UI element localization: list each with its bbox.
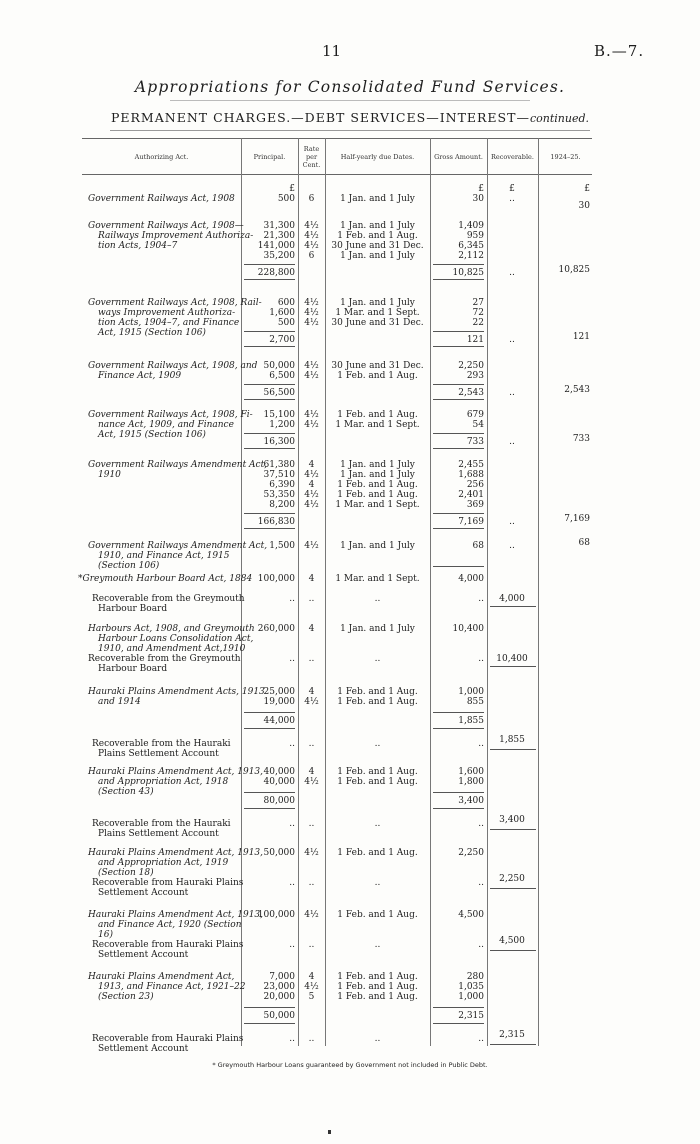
rate-value: 4½	[304, 241, 319, 251]
principal-value: 500	[277, 194, 295, 204]
authorizing-act-line: Railways Improvement Authoriza-	[98, 231, 254, 241]
recoverable-line: Recoverable from Hauraki Plains	[92, 940, 244, 950]
gross-amount-value: 4,000	[458, 574, 484, 584]
authorizing-act-line: Government Railways Act, 1908, Fi-	[88, 410, 253, 420]
rate-value: 4½	[304, 910, 319, 920]
gross-amount-value: 4,500	[458, 910, 484, 920]
total-bottom-rule	[433, 279, 484, 280]
gross-amount-value: 293	[466, 371, 484, 381]
principal-value: 500	[277, 318, 295, 328]
recoverable-value: 10,400	[496, 654, 528, 664]
principal-value: 50,000	[263, 848, 295, 858]
principal-total: 166,830	[257, 517, 295, 527]
rate-value: 4	[308, 574, 315, 584]
ditto-dots: ..	[289, 594, 295, 604]
subtitle-rule	[110, 130, 590, 131]
principal-value: 37,510	[263, 470, 295, 480]
gross-amount-value: 2,112	[458, 251, 484, 261]
currency-symbol: £	[478, 184, 484, 194]
ditto-dots: ..	[478, 1034, 484, 1044]
authorizing-act-line: Hauraki Plains Amendment Act,	[88, 972, 235, 982]
total-rule	[433, 384, 484, 385]
total-rule	[433, 566, 484, 567]
rate-value: 4½	[304, 371, 319, 381]
year-total: 68	[578, 538, 590, 548]
header-authorizing-act: Authorizing Act.	[134, 153, 189, 161]
rate-value: 6	[308, 194, 315, 204]
recoverable-value: ..	[509, 541, 515, 551]
principal-value: 35,200	[263, 251, 295, 261]
total-rule	[490, 606, 536, 607]
authorizing-act-line: 1910, and Finance Act, 1915	[98, 551, 230, 561]
rate-value: 4½	[304, 697, 319, 707]
recoverable-line: Settlement Account	[98, 1044, 189, 1054]
recoverable-value: ..	[509, 517, 515, 527]
gross-total: 1,855	[458, 716, 484, 726]
gross-amount-value: 679	[466, 410, 484, 420]
due-dates-value: 1 Mar. and 1 Sept.	[335, 308, 420, 318]
principal-value: 1,500	[269, 541, 295, 551]
principal-value: 141,000	[257, 241, 295, 251]
rate-value: 4½	[304, 231, 319, 241]
principal-value: 23,000	[263, 982, 295, 992]
document-reference: B.—7.	[594, 42, 645, 60]
due-dates-value: 1 Mar. and 1 Sept.	[335, 574, 420, 584]
total-rule	[490, 749, 536, 750]
ditto-dots: ..	[478, 819, 484, 829]
year-total: 121	[572, 332, 590, 342]
total-rule	[433, 331, 484, 332]
year-total: 2,543	[564, 385, 590, 395]
title-rule	[170, 100, 530, 101]
principal-value: 7,000	[269, 972, 295, 982]
authorizing-act-line: tion Acts, 1904–7	[98, 241, 178, 251]
due-dates-value: 1 Feb. and 1 Aug.	[337, 410, 418, 420]
ditto-dots: ..	[374, 819, 381, 829]
principal-total: 50,000	[263, 1011, 295, 1021]
authorizing-act-line: Hauraki Plains Amendment Act, 1913,	[88, 848, 264, 858]
total-bottom-rule	[433, 346, 484, 347]
gross-amount-value: 54	[472, 420, 484, 430]
gross-amount-value: 6,345	[458, 241, 484, 251]
recoverable-line: Settlement Account	[98, 950, 189, 960]
ditto-dots: ..	[289, 739, 295, 749]
due-dates-value: 1 Feb. and 1 Aug.	[337, 972, 418, 982]
authorizing-act-line: (Section 23)	[98, 992, 154, 1002]
header-principal: Principal.	[253, 153, 286, 161]
rate-value: 4	[308, 767, 315, 777]
footnote: * Greymouth Harbour Loans guaranteed by Government not included in Public Debt.	[212, 1061, 488, 1069]
authorizing-act-line: Government Railways Amendment Act,	[88, 541, 268, 551]
year-total: 10,825	[558, 265, 590, 275]
gross-amount-value: 959	[466, 231, 484, 241]
authorizing-act-line: (Section 106)	[98, 561, 160, 571]
authorizing-act-line: Hauraki Plains Amendment Act, 1913,	[88, 910, 264, 920]
ditto-dots: ..	[289, 819, 295, 829]
authorizing-act-line: and 1914	[98, 697, 141, 707]
gross-amount-value: 1,035	[458, 982, 484, 992]
recoverable-value: 3,400	[499, 815, 525, 825]
rate-value: 4½	[304, 318, 319, 328]
rate-value: 4½	[304, 470, 319, 480]
page-mark	[328, 1130, 331, 1134]
recoverable-value: 2,315	[499, 1030, 525, 1040]
due-dates-value: 1 Feb. and 1 Aug.	[337, 848, 418, 858]
gross-amount-value: 2,455	[458, 460, 484, 470]
gross-amount-value: 256	[466, 480, 484, 490]
year-total: 733	[572, 434, 590, 444]
ditto-dots: ..	[374, 739, 381, 749]
total-rule	[490, 1044, 536, 1045]
recoverable-line: Recoverable from the Hauraki	[92, 739, 231, 749]
gross-total: 7,169	[458, 517, 484, 527]
ditto-dots: ..	[308, 594, 315, 604]
ditto-dots: ..	[289, 940, 295, 950]
total-rule	[244, 1007, 295, 1008]
rate-value: 4½	[304, 410, 319, 420]
gross-total: 2,315	[458, 1011, 484, 1021]
rate-value: 4½	[304, 361, 319, 371]
authorizing-act-line: Government Railways Act, 1908, Rail-	[88, 298, 262, 308]
principal-value: 260,000	[257, 624, 295, 634]
total-bottom-rule	[433, 1023, 484, 1024]
due-dates-value: 1 Jan. and 1 July	[340, 541, 415, 551]
recoverable-value: 4,000	[499, 594, 525, 604]
table-top-border	[82, 138, 592, 139]
gross-amount-value: 68	[472, 541, 484, 551]
principal-value: 15,100	[263, 410, 295, 420]
authorizing-act-line: tion Acts, 1904–7, and Finance	[98, 318, 240, 328]
ditto-dots: ..	[308, 739, 315, 749]
principal-total: 228,800	[257, 268, 295, 278]
authorizing-act-line: and Appropriation Act, 1918	[98, 777, 229, 787]
rate-value: 4½	[304, 490, 319, 500]
ditto-dots: ..	[289, 878, 295, 888]
authorizing-act-line: Act, 1915 (Section 106)	[98, 328, 206, 338]
gross-total: 2,543	[458, 388, 484, 398]
total-bottom-rule	[244, 399, 295, 400]
due-dates-value: 1 Feb. and 1 Aug.	[337, 480, 418, 490]
year-total: 30	[578, 201, 590, 211]
authorizing-act-line: and Appropriation Act, 1919	[98, 858, 229, 868]
rate-value: 4½	[304, 221, 319, 231]
total-rule	[244, 513, 295, 514]
total-bottom-rule	[433, 808, 484, 809]
subtitle-main: PERMANENT CHARGES.—DEBT SERVICES—INTEREST—	[110, 110, 530, 125]
header-bottom-border	[82, 174, 592, 175]
authorizing-act-line: 1913, and Finance Act, 1921–22	[98, 982, 246, 992]
principal-total: 2,700	[269, 335, 295, 345]
due-dates-value: 1 Jan. and 1 July	[340, 624, 415, 634]
total-rule	[490, 666, 536, 667]
total-bottom-rule	[244, 279, 295, 280]
total-bottom-rule	[244, 448, 295, 449]
gross-total: 10,825	[452, 268, 484, 278]
due-dates-value: 1 Feb. and 1 Aug.	[337, 982, 418, 992]
gross-total: 3,400	[458, 796, 484, 806]
rate-value: 4	[308, 624, 315, 634]
recoverable-line: Recoverable from the Greymouth	[92, 594, 245, 604]
total-rule	[433, 712, 484, 713]
recoverable-line: Plains Settlement Account	[98, 829, 219, 839]
total-bottom-rule	[244, 1023, 295, 1024]
authorizing-act-line: and Finance Act, 1920 (Section	[98, 920, 242, 930]
rate-value: 4½	[304, 541, 319, 551]
authorizing-act-line: 16)	[98, 930, 113, 940]
gross-amount-value: 1,409	[458, 221, 484, 231]
principal-value: 53,350	[263, 490, 295, 500]
rate-value: 4	[308, 460, 315, 470]
total-bottom-rule	[244, 808, 295, 809]
authorizing-act-line: Government Railways Amendment Act,	[88, 460, 268, 470]
gross-amount-value: 22	[472, 318, 484, 328]
gross-amount-value: 2,250	[458, 361, 484, 371]
ditto-dots: ..	[308, 654, 315, 664]
year-total: 7,169	[564, 514, 590, 524]
ditto-dots: ..	[478, 654, 484, 664]
due-dates-value: 1 Feb. and 1 Aug.	[337, 697, 418, 707]
ditto-dots: ..	[478, 878, 484, 888]
due-dates-value: 1 Jan. and 1 July	[340, 221, 415, 231]
header-year: 1924–25.	[550, 153, 581, 161]
authorizing-act-line: Hauraki Plains Amendment Act, 1913,	[88, 767, 264, 777]
due-dates-value: 1 Feb. and 1 Aug.	[337, 910, 418, 920]
due-dates-value: 1 Jan. and 1 July	[340, 470, 415, 480]
principal-value: 40,000	[263, 777, 295, 787]
total-rule	[433, 1007, 484, 1008]
subtitle-continued: continued.	[529, 112, 589, 125]
rate-value: 4	[308, 972, 315, 982]
due-dates-value: 1 Feb. and 1 Aug.	[337, 992, 418, 1002]
total-rule	[490, 888, 536, 889]
rate-value: 6	[308, 251, 315, 261]
authorizing-act-line: (Section 43)	[98, 787, 154, 797]
principal-value: 31,300	[263, 221, 295, 231]
authorizing-act-line: Harbours Act, 1908, and Greymouth	[88, 624, 255, 634]
total-rule	[433, 433, 484, 434]
total-rule	[244, 712, 295, 713]
recoverable-line: Settlement Account	[98, 888, 189, 898]
rate-value: 5	[308, 992, 315, 1002]
total-bottom-rule	[433, 448, 484, 449]
currency-symbol: £	[584, 184, 590, 194]
total-rule	[490, 829, 536, 830]
ditto-dots: ..	[289, 654, 295, 664]
total-rule	[244, 331, 295, 332]
authorizing-act-line: 1910, and Amendment Act,1910	[98, 644, 246, 654]
section-subtitle	[0, 110, 700, 125]
principal-value: 6,500	[269, 371, 295, 381]
recoverable-value: ..	[509, 194, 515, 204]
authorizing-act-line: Hauraki Plains Amendment Acts, 1913	[88, 687, 265, 697]
header-recoverable: Recoverable.	[491, 153, 534, 161]
total-bottom-rule	[244, 528, 295, 529]
gross-amount-value: 280	[466, 972, 484, 982]
principal-value: 100,000	[257, 574, 295, 584]
due-dates-value: 1 Feb. and 1 Aug.	[337, 687, 418, 697]
gross-amount-value: 27	[472, 298, 484, 308]
ditto-dots: ..	[374, 940, 381, 950]
due-dates-value: 1 Mar. and 1 Sept.	[335, 420, 420, 430]
due-dates-value: 30 June and 31 Dec.	[331, 241, 424, 251]
gross-amount-value: 10,400	[452, 624, 484, 634]
gross-amount-value: 1,800	[458, 777, 484, 787]
currency-symbol: £	[289, 184, 295, 194]
recoverable-value: ..	[509, 388, 515, 398]
authorizing-act-line: Government Railways Act, 1908	[88, 194, 235, 204]
recoverable-value: 4,500	[499, 936, 525, 946]
total-rule	[244, 792, 295, 793]
due-dates-value: 1 Jan. and 1 July	[340, 251, 415, 261]
authorizing-act-line: *Greymouth Harbour Board Act, 1884	[78, 574, 253, 584]
principal-total: 44,000	[263, 716, 295, 726]
ditto-dots: ..	[478, 940, 484, 950]
principal-value: 1,600	[269, 308, 295, 318]
principal-value: 21,300	[263, 231, 295, 241]
principal-value: 20,000	[263, 992, 295, 1002]
principal-total: 80,000	[263, 796, 295, 806]
total-rule	[490, 950, 536, 951]
ditto-dots: ..	[478, 594, 484, 604]
due-dates-value: 1 Feb. and 1 Aug.	[337, 371, 418, 381]
authorizing-act-line: Act, 1915 (Section 106)	[98, 430, 206, 440]
recoverable-value: ..	[509, 437, 515, 447]
header-rate: Rate per Cent.	[302, 145, 321, 169]
ditto-dots: ..	[374, 1034, 381, 1044]
gross-total: 733	[466, 437, 484, 447]
principal-total: 16,300	[263, 437, 295, 447]
authorizing-act-line: Harbour Loans Consolidation Act,	[98, 634, 254, 644]
page-number: 11	[322, 42, 342, 60]
header-gross-amount: Gross Amount.	[434, 153, 483, 161]
gross-total: 121	[466, 335, 484, 345]
due-dates-value: 1 Feb. and 1 Aug.	[337, 767, 418, 777]
authorizing-act-line: Finance Act, 1909	[98, 371, 182, 381]
ditto-dots: ..	[374, 878, 381, 888]
due-dates-value: 1 Jan. and 1 July	[340, 298, 415, 308]
principal-value: 61,380	[263, 460, 295, 470]
gross-amount-value: 1,000	[458, 992, 484, 1002]
ditto-dots: ..	[374, 594, 381, 604]
due-dates-value: 1 Jan. and 1 July	[340, 460, 415, 470]
authorizing-act-line: Government Railways Act, 1908, and	[88, 361, 258, 371]
principal-value: 1,200	[269, 420, 295, 430]
currency-symbol: £	[509, 184, 515, 194]
gross-amount-value: 2,250	[458, 848, 484, 858]
due-dates-value: 1 Feb. and 1 Aug.	[337, 490, 418, 500]
total-bottom-rule	[244, 346, 295, 347]
principal-value: 100,000	[257, 910, 295, 920]
ditto-dots: ..	[308, 1034, 315, 1044]
total-bottom-rule	[433, 728, 484, 729]
rate-value: 4½	[304, 982, 319, 992]
gross-amount-value: 72	[472, 308, 484, 318]
authorizing-act-line: Government Railways Act, 1908—	[88, 221, 244, 231]
total-rule	[433, 792, 484, 793]
header-due-dates: Half-yearly due Dates.	[340, 153, 415, 161]
gross-amount-value: 1,688	[458, 470, 484, 480]
gross-amount-value: 1,000	[458, 687, 484, 697]
due-dates-value: 30 June and 31 Dec.	[331, 318, 424, 328]
recoverable-line: Recoverable from the Greymouth	[88, 654, 241, 664]
ditto-dots: ..	[308, 878, 315, 888]
ditto-dots: ..	[478, 739, 484, 749]
authorizing-act-line: (Section 18)	[98, 868, 154, 878]
principal-value: 600	[277, 298, 295, 308]
recoverable-value: 2,250	[499, 874, 525, 884]
due-dates-value: 1 Mar. and 1 Sept.	[335, 500, 420, 510]
due-dates-value: 1 Feb. and 1 Aug.	[337, 777, 418, 787]
recoverable-line: Harbour Board	[98, 664, 168, 674]
total-rule	[433, 513, 484, 514]
due-dates-value: 1 Jan. and 1 July	[340, 194, 415, 204]
total-rule	[244, 433, 295, 434]
gross-amount-value: 1,600	[458, 767, 484, 777]
authorizing-act-line: ways Improvement Authoriza-	[98, 308, 236, 318]
total-bottom-rule	[433, 528, 484, 529]
gross-amount-value: 855	[466, 697, 484, 707]
gross-amount-value: 30	[472, 194, 484, 204]
principal-value: 8,200	[269, 500, 295, 510]
recoverable-value: ..	[509, 335, 515, 345]
recoverable-value: ..	[509, 268, 515, 278]
rate-value: 4½	[304, 420, 319, 430]
rate-value: 4½	[304, 308, 319, 318]
recoverable-line: Recoverable from the Hauraki	[92, 819, 231, 829]
principal-value: 25,000	[263, 687, 295, 697]
rate-value: 4½	[304, 777, 319, 787]
rate-value: 4½	[304, 500, 319, 510]
recoverable-line: Plains Settlement Account	[98, 749, 219, 759]
total-rule	[244, 264, 295, 265]
principal-value: 50,000	[263, 361, 295, 371]
total-rule	[433, 264, 484, 265]
ditto-dots: ..	[289, 1034, 295, 1044]
recoverable-line: Harbour Board	[98, 604, 168, 614]
rate-value: 4	[308, 480, 315, 490]
gross-amount-value: 2,401	[458, 490, 484, 500]
recoverable-line: Recoverable from Hauraki Plains	[92, 1034, 244, 1044]
ditto-dots: ..	[308, 819, 315, 829]
authorizing-act-line: nance Act, 1909, and Finance	[98, 420, 234, 430]
ditto-dots: ..	[374, 654, 381, 664]
ditto-dots: ..	[308, 940, 315, 950]
principal-value: 40,000	[263, 767, 295, 777]
principal-total: 56,500	[263, 388, 295, 398]
recoverable-value: 1,855	[499, 735, 525, 745]
due-dates-value: 1 Feb. and 1 Aug.	[337, 231, 418, 241]
page-title: Appropriations for Consolidated Fund Services.	[134, 78, 566, 96]
principal-value: 6,390	[269, 480, 295, 490]
due-dates-value: 30 June and 31 Dec.	[331, 361, 424, 371]
authorizing-act-line: 1910	[98, 470, 121, 480]
recoverable-line: Recoverable from Hauraki Plains	[92, 878, 244, 888]
total-bottom-rule	[244, 728, 295, 729]
total-rule	[244, 384, 295, 385]
rate-value: 4½	[304, 298, 319, 308]
principal-value: 19,000	[263, 697, 295, 707]
gross-amount-value: 369	[466, 500, 484, 510]
rate-value: 4½	[304, 848, 319, 858]
rate-value: 4	[308, 687, 315, 697]
total-bottom-rule	[433, 399, 484, 400]
